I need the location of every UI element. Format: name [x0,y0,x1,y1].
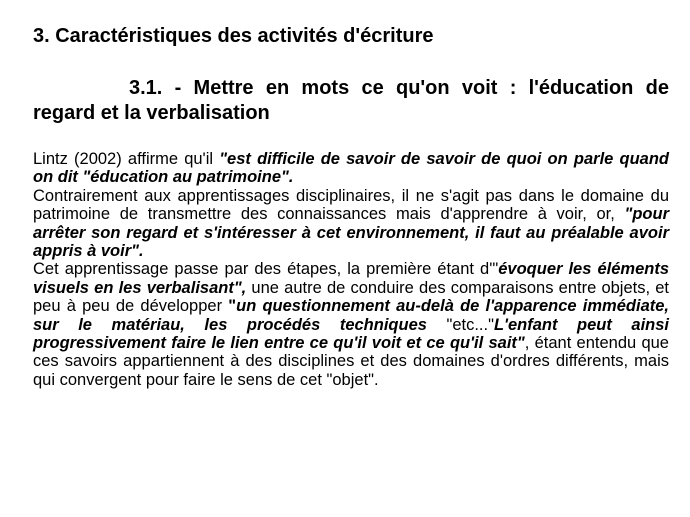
p3-quote-1: évoquer les éléments visuels en les verbalisant", [33,260,669,297]
p2-text: Contrairement aux apprentissages disciplinaires, il ne s'agit pas dans le domaine du patrimoine de transmettre des connaissances mais d'apprendre à voir, or, [33,186,669,224]
p1-text: Lintz (2002) affirme qu'il [33,150,220,168]
p2-quote: "pour arrêter son regard et s'intéresser à cet environnement, il faut au préalable avoir appris à voir". [33,205,669,261]
body-text [33,150,669,389]
paragraph-2 [33,187,669,261]
subsection-heading-text: 3.1. - Mettre en mots ce qu'on voit : l'éducation de regard et la verbalisation [33,77,669,124]
p3-quote-3: L'enfant peut ainsi progressivement faire le lien entre ce qu'il voit et ce qu'il sait" [33,315,669,353]
p1-quote: "est difficile de savoir de savoir de quoi on parle quand on dit "éducation au patrimoine". [33,150,669,187]
p3-text-2: une autre de conduire des comparaisons entre objets, et peu à peu de développer [33,278,670,316]
p3-text-1: Cet apprentissage passe par des étapes, la première étant d'" [33,260,499,279]
subsection-heading [33,76,669,126]
section-heading: 3. Caractéristiques des activités d'écriture [33,25,434,47]
paragraph-1 [33,150,669,187]
p3-quote-2: un questionnement au-delà de l'apparence immédiate, sur le matériau, les procédés techniques [33,297,669,334]
p3-open-quote: " [228,297,237,316]
paragraph-3 [33,260,669,389]
p3-text-3: , étant entendu que ces savoirs appartiennent à des disciplines et des domaines d'ordres différents, mais qui convergent pour faire le sens de cet "objet". [33,334,669,389]
p3-etc: "etc..." [446,315,494,334]
